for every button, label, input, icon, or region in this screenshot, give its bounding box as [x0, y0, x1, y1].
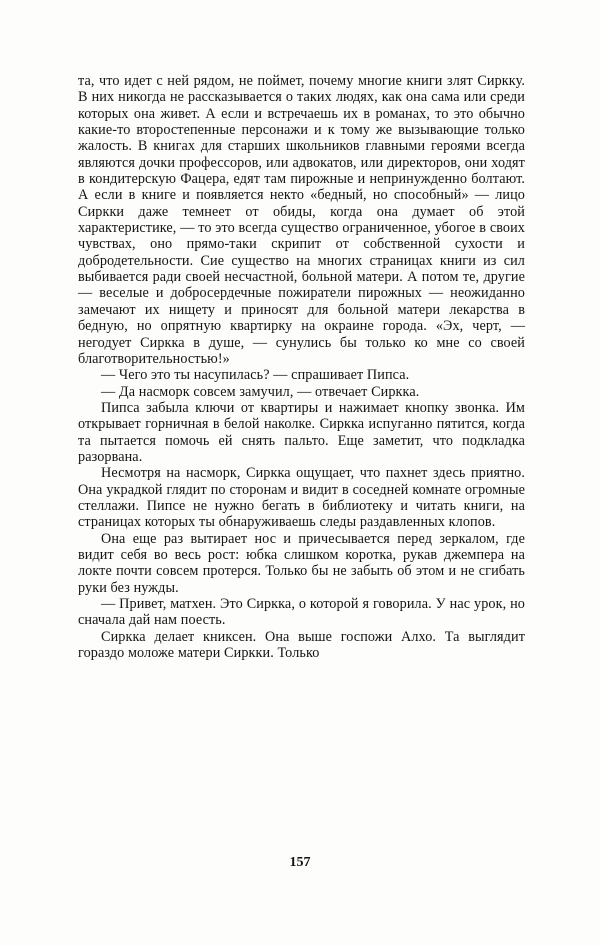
paragraph-4: Пипса забыла ключи от квартиры и нажимает кнопку звонка. Им открывает горничная в белой наколке. Сиркка испуганно пятится, когда та пытается помочь ей снять пальто. Еще заметит, что подкладка разорвана.: [78, 399, 525, 465]
paragraph-7: — Привет, матхен. Это Сиркка, о которой я говорила. У нас урок, но сначала дай нам поесть.: [78, 596, 525, 629]
paragraph-3: — Да насморк совсем замучил, — отвечает Сиркка.: [101, 383, 420, 400]
paragraph-8: Сиркка делает книксен. Она выше госпожи Алхо. Та выглядит гораздо моложе матери Сиркки. Только: [78, 628, 525, 662]
paragraph-5: Несмотря на насморк, Сиркка ощущает, что пахнет здесь приятно. Она украдкой глядит по сторонам и видит в соседней комнате огромные стеллажи. Пипсе не нужно бегать в библиотеку и читать книги, на страницах которых ты обнаруживаешь следы раздавленных клопов.: [78, 465, 525, 531]
paragraph-1: та, что идет с ней рядом, не поймет, почему многие книги злят Сиркку. В них никогда не рассказывается о таких людях, как она сама или среди которых она живет. А если и встречаешь их в романах, то это обычно какие-то второстепенные персонажи и к тому же вызывающие только жалость. В книгах для старших школьников главными героями всегда являются дочки профессоров, или адвокатов, или директоров, они ходят в кондитерскую Фацера, едят там пирожные и непринужденно болтают. А если в книге и появляется некто «бедный, но способный» — лицо Сиркки даже темнеет от обиды, когда она думает об этой характеристике, — то это всегда существо ограниченное, убогое в своих чувствах, оно прямо-таки скрипит от собственной сухости и добродетельности. Сие существо на многих страницах книги из сил выбивается ради своей несчастной, больной матери. А потом те, другие — веселые и добросердечные пожиратели пирожных — неожиданно замечают их нищету и приносят для больной матери лекарства в бедную, но опрятную квартирку на окраине города. «Эх, черт, — негодует Сиркка в душе, — сунулись бы только ко мне со своей благотворительностью!»: [78, 73, 525, 367]
paragraph-2: — Чего это ты насупилась? — спрашивает Пипса.: [101, 367, 410, 384]
paragraph-6: Она еще раз вытирает нос и причесывается перед зеркалом, где видит себя во весь рост: юбка слишком коротка, рукав джемпера на локте почти совсем протерся. Только бы не забыть об этом и не сгибать руки без нужды.: [78, 530, 525, 596]
page-body: [78, 73, 525, 661]
page-number: 157: [289, 855, 311, 870]
